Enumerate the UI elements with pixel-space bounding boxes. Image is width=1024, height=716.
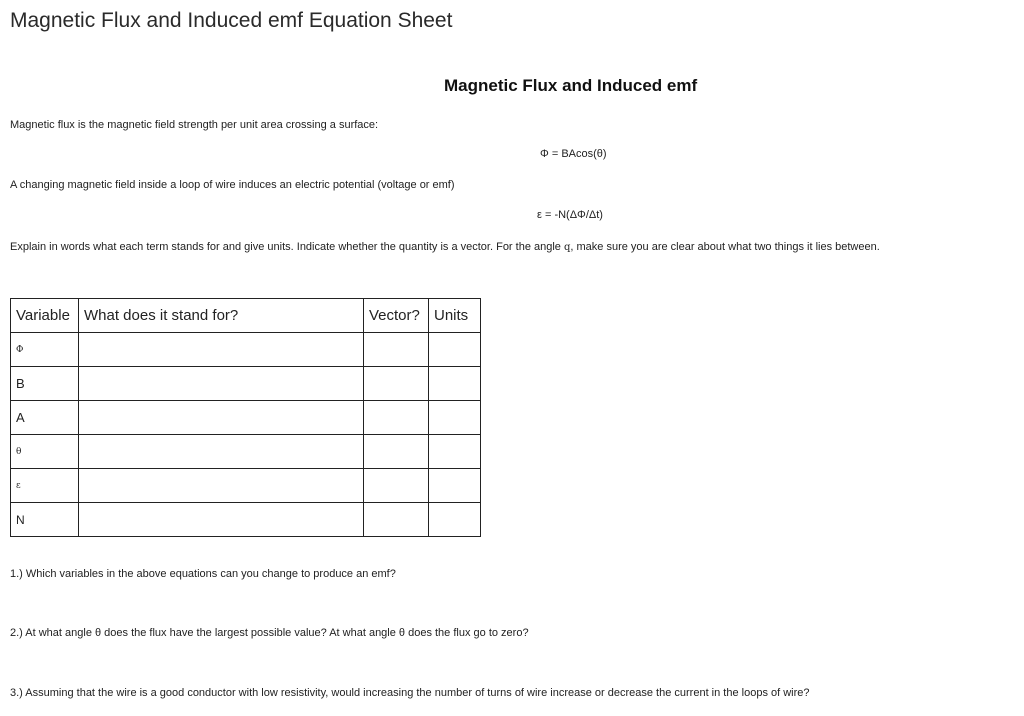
row-vector-cell[interactable] <box>364 401 429 435</box>
page-title: Magnetic Flux and Induced emf Equation Sheet <box>10 9 453 32</box>
row-what-cell[interactable] <box>79 367 364 401</box>
row-variable-cell: N <box>11 503 79 537</box>
instructions-part1: Explain in words what each term stands for and give units. Indicate whether the quantity is a vector. For the angle <box>10 241 564 253</box>
row-vector-cell[interactable] <box>364 367 429 401</box>
question-2: 2.) At what angle θ does the flux have the largest possible value? At what angle θ does the flux go to zero? <box>10 627 529 639</box>
table-row <box>11 469 481 503</box>
row-what-cell[interactable] <box>79 503 364 537</box>
header-variable: Variable <box>11 299 79 333</box>
table-row <box>11 401 481 435</box>
flux-intro-text: Magnetic flux is the magnetic field strength per unit area crossing a surface: <box>10 119 379 131</box>
header-units: Units <box>429 299 481 333</box>
row-vector-cell[interactable] <box>364 503 429 537</box>
table-row <box>11 435 481 469</box>
section-heading: Magnetic Flux and Induced emf <box>444 76 698 95</box>
row-units-cell[interactable] <box>429 401 481 435</box>
table-row <box>11 333 481 367</box>
emf-equation: ε = -N(ΔΦ/Δt) <box>537 209 603 221</box>
row-variable-cell: B <box>11 367 79 401</box>
row-what-cell[interactable] <box>79 333 364 367</box>
question-3: 3.) Assuming that the wire is a good conductor with low resistivity, would increasing the number of turns of wire increase or decrease the current in the loops of wire? <box>10 687 810 699</box>
row-vector-cell[interactable] <box>364 333 429 367</box>
row-units-cell[interactable] <box>429 469 481 503</box>
row-variable-cell: Φ <box>11 333 79 367</box>
variables-table <box>10 298 481 537</box>
question-1: 1.) Which variables in the above equations can you change to produce an emf? <box>10 568 396 580</box>
row-units-cell[interactable] <box>429 435 481 469</box>
header-what: What does it stand for? <box>79 299 364 333</box>
flux-equation: Φ = BAcos(θ) <box>540 148 607 160</box>
table-row <box>11 367 481 401</box>
instructions-part2: , make sure you are clear about what two things it lies between. <box>570 241 880 253</box>
table-header-row <box>11 299 481 333</box>
row-units-cell[interactable] <box>429 503 481 537</box>
row-what-cell[interactable] <box>79 401 364 435</box>
row-units-cell[interactable] <box>429 367 481 401</box>
table-row <box>11 503 481 537</box>
row-variable-cell: ε <box>11 469 79 503</box>
angle-symbol: q <box>563 242 571 253</box>
row-what-cell[interactable] <box>79 469 364 503</box>
emf-intro-text: A changing magnetic field inside a loop of wire induces an electric potential (voltage or emf) <box>10 179 455 191</box>
row-variable-cell: A <box>11 401 79 435</box>
row-units-cell[interactable] <box>429 333 481 367</box>
header-vector: Vector? <box>364 299 429 333</box>
row-vector-cell[interactable] <box>364 469 429 503</box>
row-variable-cell: θ <box>11 435 79 469</box>
row-what-cell[interactable] <box>79 435 364 469</box>
instructions-text <box>10 240 880 255</box>
row-vector-cell[interactable] <box>364 435 429 469</box>
